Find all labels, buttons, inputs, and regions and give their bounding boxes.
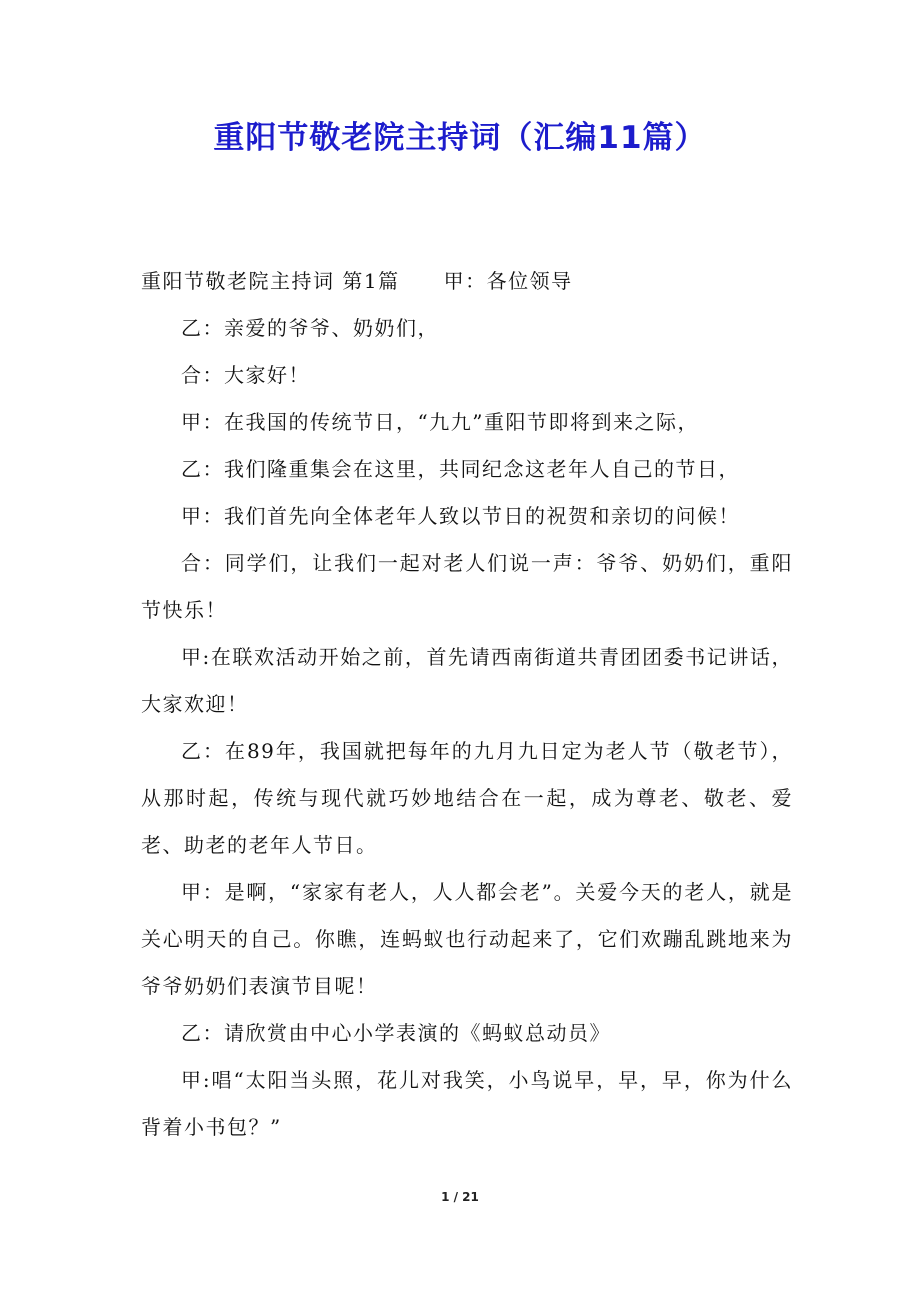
paragraph: 甲:在联欢活动开始之前，首先请西南街道共青团团委书记讲话，大家欢迎！ (141, 645, 793, 716)
speaker-line: 甲：各位领导 (443, 269, 573, 293)
paragraph: 乙：亲爱的爷爷、奶奶们， (181, 316, 439, 340)
paragraph: 合：大家好！ (181, 363, 310, 387)
paragraph: 甲：我们首先向全体老年人致以节日的祝贺和亲切的问候！ (181, 504, 740, 528)
paragraph: 甲：在我国的传统节日，“九九”重阳节即将到来之际， (181, 410, 699, 434)
paragraph: 乙：请欣赏由中心小学表演的《蚂蚁总动员》 (181, 1021, 611, 1045)
paragraph: 合：同学们，让我们一起对老人们说一声：爷爷、奶奶们，重阳节快乐！ (141, 551, 793, 622)
paragraph: 乙：我们隆重集会在这里，共同纪念这老年人自己的节日， (181, 457, 740, 481)
page-number: 1 / 21 (441, 1190, 479, 1204)
document-body (141, 258, 793, 1151)
document-title: 重阳节敬老院主持词（汇编11篇） (213, 120, 707, 156)
paragraph: 乙：在89年，我国就把每年的九月九日定为老人节（敬老节），从那时起，传统与现代就巧妙地结合在一起，成为尊老、敬老、爱老、助老的老年人节日。 (141, 739, 793, 857)
paragraph: 甲:唱“太阳当头照，花儿对我笑，小鸟说早，早，早，你为什么背着小书包？” (141, 1068, 793, 1139)
section-heading: 重阳节敬老院主持词 第1篇 (141, 269, 400, 293)
first-line (141, 258, 793, 305)
paragraph: 甲：是啊，“家家有老人，人人都会老”。关爱今天的老人，就是关心明天的自己。你瞧，连蚂蚁也行动起来了，它们欢蹦乱跳地来为爷爷奶奶们表演节目呢！ (141, 880, 793, 998)
